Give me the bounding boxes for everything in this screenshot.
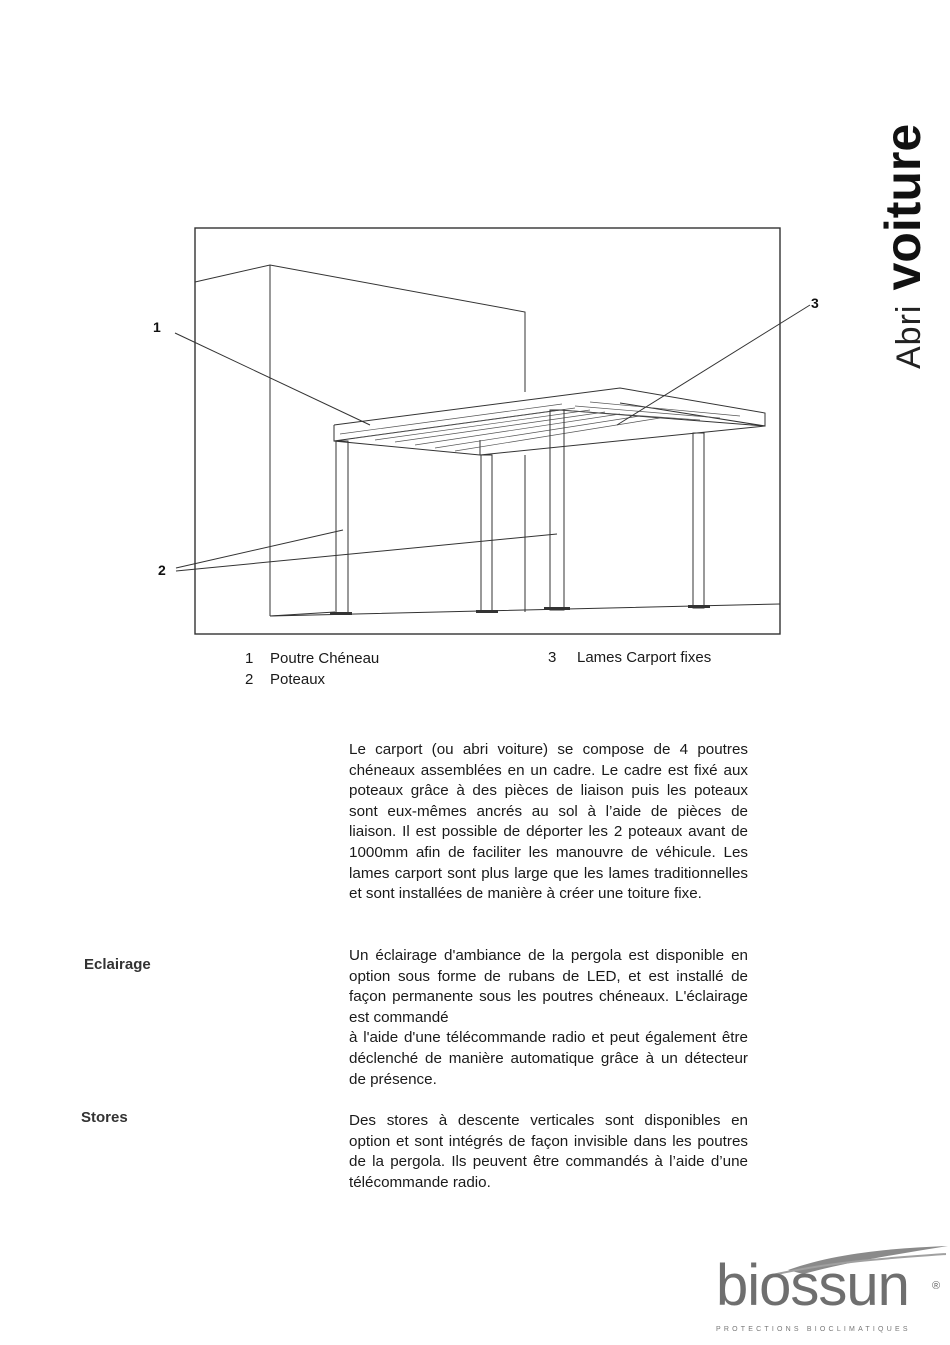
legend-label: Poutre Chéneau [270,650,380,667]
eclairage-text-2: à l'aide d'une télécommande radio et peut également être déclenché de manière automatique grâce à un détecteur de présence. [349,1029,748,1088]
stores-heading: Stores [81,1109,128,1126]
legend-item-2 [245,671,325,688]
callout-3: 3 [811,295,819,311]
intro-paragraph: Le carport (ou abri voiture) se compose de 4 poutres chéneaux assemblées en un cadre. Le cadre est fixé aux poteaux grâce à des pièces de liaison puis les poteaux sont eux-mêmes ancrés au sol à l’aide de pièces de liaison. Il est possible de déporter les 2 poteaux avant de 1000mm afin de faciliter les manouvre de véhicule. Les lames carport sont plus large que les lames traditionnelles et sont installées de manière à créer une toiture fixe. [349,741,748,903]
title-light: Abri [890,304,928,369]
eclairage-text-1: Un éclairage d'ambiance de la pergola est disponible en option sous forme de rubans de LED, et est installé de façon permanente sous les poutres chéneaux. L'éclairage est commandé [349,947,748,1026]
title-bold: voiture [875,123,931,291]
legend-label: Poteaux [270,671,326,688]
callout-2: 2 [158,562,166,578]
eclairage-heading: Eclairage [84,956,151,973]
carport-drawing [140,220,820,650]
eclairage-paragraph [349,946,748,1090]
legend-num: 3 [548,649,557,666]
legend-item-1 [245,650,379,667]
legend-num: 1 [245,650,254,667]
logo-tagline: PROTECTIONS BIOCLIMATIQUES [716,1326,911,1333]
callout-1: 1 [153,319,161,335]
biossun-logo [708,1240,948,1340]
logo-wordmark: biossun [716,1253,909,1318]
stores-paragraph: Des stores à descente verticales sont disponibles en option et sont intégrés de façon invisible dans les poutres de la pergola. Ils peuvent être commandés à l’aide d’une télécommande radio. [349,1112,748,1191]
legend-num: 2 [245,671,254,688]
logo-registered: ® [932,1280,941,1292]
legend-label: Lames Carport fixes [577,649,712,666]
vertical-page-title [875,24,948,369]
legend-item-3 [548,649,711,666]
